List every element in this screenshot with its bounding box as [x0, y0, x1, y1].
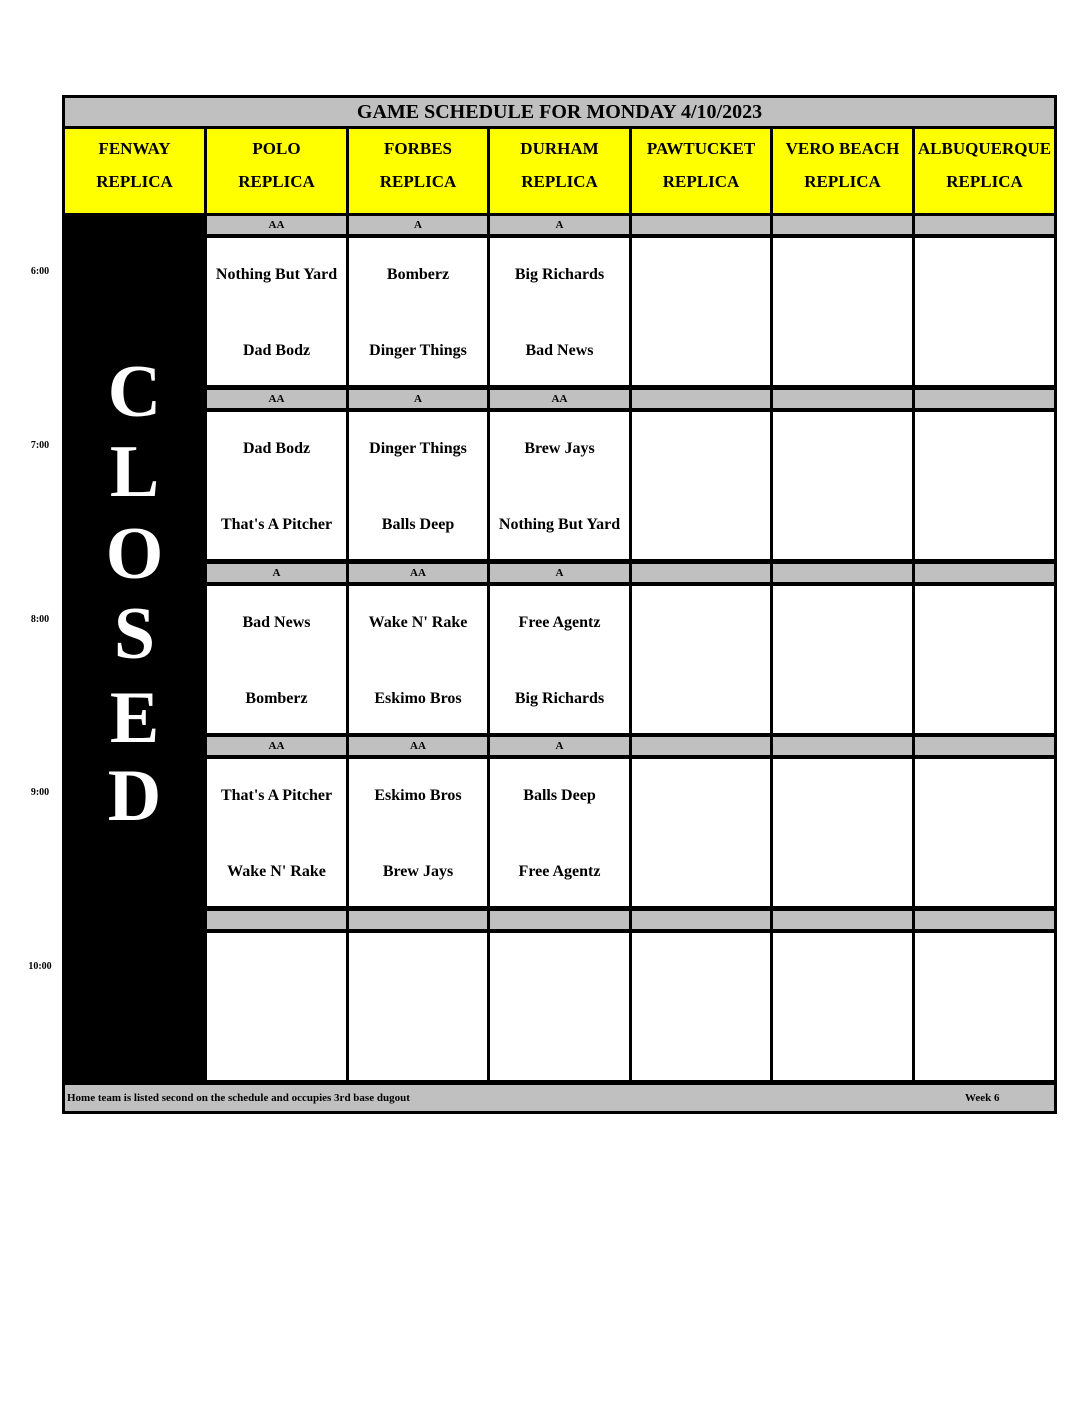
game-cell	[490, 586, 629, 733]
division-label	[632, 737, 770, 755]
home-team: Eskimo Bros	[374, 690, 462, 707]
game-cell	[349, 586, 487, 733]
division-label: A	[207, 564, 346, 582]
away-team: Free Agentz	[518, 614, 601, 631]
away-team: That's A Pitcher	[220, 787, 333, 804]
home-team: Balls Deep	[381, 516, 455, 533]
game-cell	[632, 759, 770, 906]
home-team: That's A Pitcher	[220, 516, 333, 533]
division-label: AA	[349, 564, 487, 582]
division-label: A	[490, 216, 629, 234]
division-label	[349, 911, 487, 929]
closed-letter: S	[113, 593, 156, 675]
home-team: Bomberz	[245, 690, 308, 707]
field-subtitle: REPLICA	[238, 172, 315, 191]
game-cell	[207, 933, 346, 1080]
division-label	[915, 737, 1054, 755]
field-header-forbes	[349, 129, 487, 213]
field-name: FENWAY	[98, 139, 171, 158]
game-cell	[915, 933, 1054, 1080]
game-cell	[349, 412, 487, 559]
away-team: Big Richards	[514, 266, 605, 283]
division-label	[915, 390, 1054, 408]
game-cell	[773, 412, 912, 559]
game-cell	[915, 412, 1054, 559]
time-label: 10:00	[28, 961, 52, 972]
division-label	[773, 390, 912, 408]
game-cell	[915, 586, 1054, 733]
game-cell	[490, 238, 629, 385]
home-team: Wake N' Rake	[227, 863, 326, 880]
field-header-polo	[207, 129, 346, 213]
division-label	[915, 911, 1054, 929]
time-label: 8:00	[30, 614, 50, 625]
closed-letter: O	[105, 513, 164, 595]
game-cell	[207, 586, 346, 733]
away-team: Eskimo Bros	[374, 787, 462, 804]
field-subtitle: REPLICA	[804, 172, 881, 191]
game-cell	[490, 759, 629, 906]
away-team: Bad News	[242, 614, 311, 631]
closed-letter: C	[107, 351, 162, 433]
division-label	[490, 911, 629, 929]
field-subtitle: REPLICA	[521, 172, 598, 191]
division-label: A	[349, 216, 487, 234]
game-cell	[207, 412, 346, 559]
field-header-fenway	[65, 129, 204, 213]
home-team: Big Richards	[514, 690, 605, 707]
division-label: A	[349, 390, 487, 408]
game-cell	[349, 759, 487, 906]
field-name: PAWTUCKET	[646, 139, 756, 158]
time-label: 7:00	[30, 440, 50, 451]
field-header-albuquerque	[915, 129, 1054, 213]
division-label	[207, 911, 346, 929]
home-team: Brew Jays	[382, 863, 454, 880]
away-team: Nothing But Yard	[215, 266, 338, 283]
footer-week: Week 6	[965, 1092, 1000, 1104]
game-cell	[490, 412, 629, 559]
home-team: Dad Bodz	[242, 342, 311, 359]
division-label: AA	[349, 737, 487, 755]
game-cell	[490, 933, 629, 1080]
home-team: Free Agentz	[518, 863, 601, 880]
division-label	[915, 564, 1054, 582]
division-label	[915, 216, 1054, 234]
game-cell	[349, 933, 487, 1080]
game-cell	[207, 238, 346, 385]
division-label: AA	[207, 216, 346, 234]
field-header-pawtucket	[632, 129, 770, 213]
game-cell	[915, 238, 1054, 385]
time-label: 6:00	[30, 266, 50, 277]
division-label: A	[490, 737, 629, 755]
away-team: Dad Bodz	[242, 440, 311, 457]
away-team: Balls Deep	[523, 787, 596, 804]
field-subtitle: REPLICA	[946, 172, 1023, 191]
game-cell	[773, 933, 912, 1080]
division-label	[632, 564, 770, 582]
field-name: FORBES	[383, 139, 453, 158]
footer-bar	[65, 1085, 1054, 1111]
game-cell	[632, 412, 770, 559]
away-team: Bomberz	[386, 266, 450, 283]
division-label	[632, 911, 770, 929]
footer-note: Home team is listed second on the schedule and occupies 3rd base dugout	[67, 1092, 410, 1104]
field-subtitle: REPLICA	[379, 172, 457, 191]
division-label	[632, 390, 770, 408]
game-cell	[632, 933, 770, 1080]
game-cell	[773, 586, 912, 733]
game-cell	[773, 759, 912, 906]
game-cell	[632, 238, 770, 385]
time-label: 9:00	[30, 787, 50, 798]
away-team: Brew Jays	[524, 440, 595, 457]
game-cell	[632, 586, 770, 733]
away-team: Dinger Things	[369, 440, 467, 457]
game-cell	[915, 759, 1054, 906]
away-team: Wake N' Rake	[368, 614, 468, 631]
field-header-vero-beach	[773, 129, 912, 213]
division-label: AA	[207, 737, 346, 755]
division-label	[773, 216, 912, 234]
field-subtitle: REPLICA	[96, 172, 173, 191]
division-label: AA	[207, 390, 346, 408]
division-label: AA	[490, 390, 629, 408]
game-cell	[773, 238, 912, 385]
closed-column	[65, 216, 204, 1082]
game-cell	[349, 238, 487, 385]
field-subtitle: REPLICA	[662, 172, 740, 191]
division-label	[632, 216, 770, 234]
closed-letter: E	[109, 677, 160, 759]
division-label	[773, 737, 912, 755]
field-name: ALBUQUERQUE	[917, 139, 1052, 158]
closed-letter: L	[109, 431, 160, 513]
field-name: DURHAM	[520, 139, 599, 158]
division-label	[773, 911, 912, 929]
home-team: Bad News	[525, 342, 594, 359]
division-label: A	[490, 564, 629, 582]
schedule-table	[62, 95, 1057, 1114]
schedule-title: GAME SCHEDULE FOR MONDAY 4/10/2023	[65, 98, 1054, 126]
division-label	[773, 564, 912, 582]
home-team: Dinger Things	[369, 342, 467, 359]
home-team: Nothing But Yard	[498, 516, 621, 533]
game-cell	[207, 759, 346, 906]
field-name: VERO BEACH	[785, 139, 900, 158]
field-header-durham	[490, 129, 629, 213]
closed-letter: D	[107, 755, 162, 837]
field-name: POLO	[252, 139, 301, 158]
